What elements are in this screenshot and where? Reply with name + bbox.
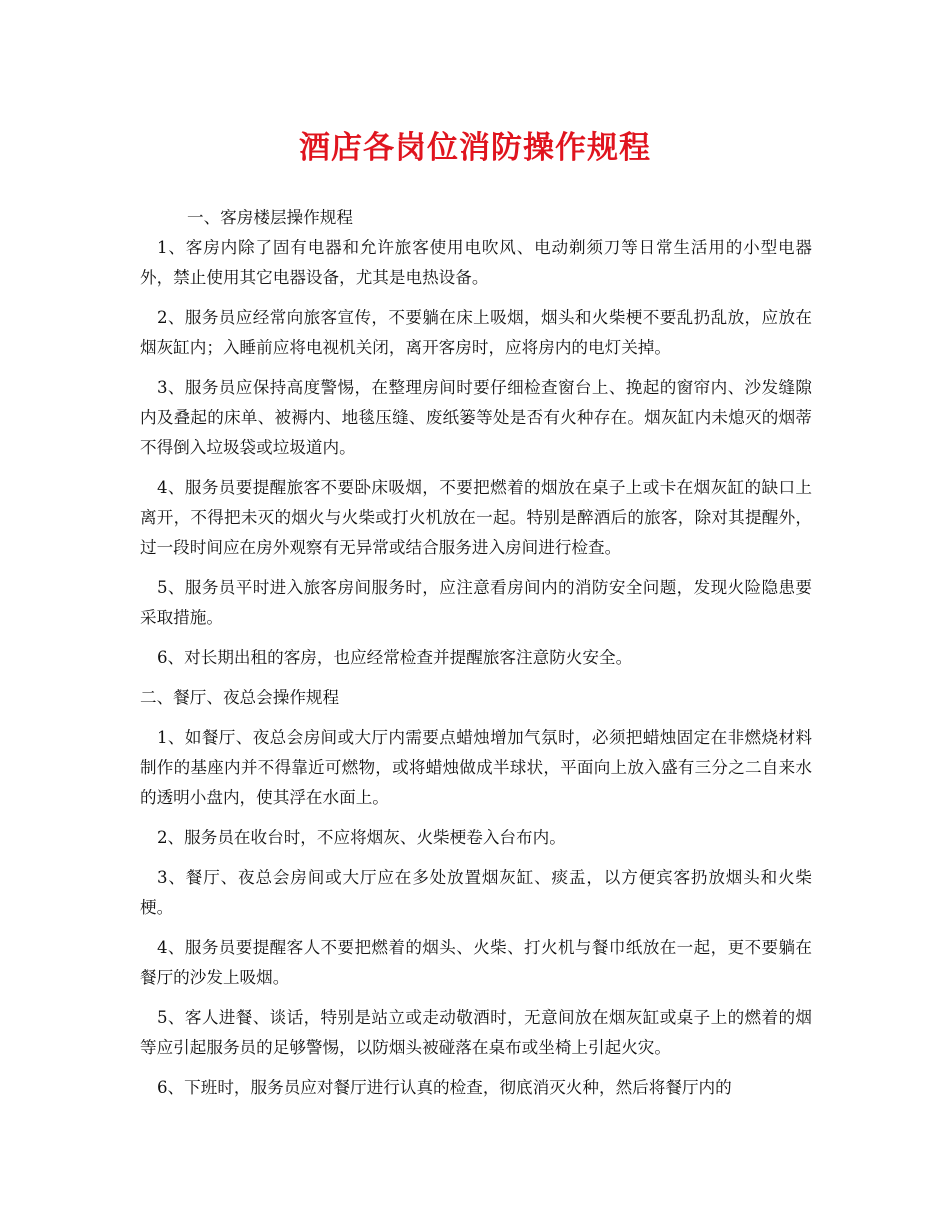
paragraph: 4、服务员要提醒旅客不要卧床吸烟，不要把燃着的烟放在桌子上或卡在烟灰缸的缺口上离开，不得把未灭的烟火与火柴或打火机放在一起。特别是醉酒后的旅客，除对其提醒外，过一段时间应在房外观察有无异常或结合服务进入房间进行检查。 — [140, 478, 812, 557]
document-title: 酒店各岗位消防操作规程 — [299, 130, 651, 166]
paragraph: 6、对长期出租的客房，也应经常检查并提醒旅客注意防火安全。 — [157, 648, 633, 667]
paragraph: 5、服务员平时进入旅客房间服务时，应注意看房间内的消防安全问题，发现火险隐患要采取措施。 — [140, 578, 812, 627]
paragraph: 5、客人进餐、谈话，特别是站立或走动敬酒时，无意间放在烟灰缸或桌子上的燃着的烟等应引起服务员的足够警惕，以防烟头被碰落在桌布或坐椅上引起火灾。 — [140, 1008, 812, 1057]
section-heading: 一、客房楼层操作规程 — [187, 208, 353, 227]
paragraph: 2、服务员在收台时，不应将烟灰、火柴梗卷入台布内。 — [157, 828, 566, 847]
paragraph: 3、服务员应保持高度警惕，在整理房间时要仔细检查窗台上、挽起的窗帘内、沙发缝隙内及叠起的床单、被褥内、地毯压缝、废纸篓等处是否有火种存在。烟灰缸内未熄灭的烟蒂不得倒入垃圾袋或垃圾道内。 — [140, 378, 812, 457]
paragraph: 1、如餐厅、夜总会房间或大厅内需要点蜡烛增加气氛时，必须把蜡烛固定在非燃烧材料制作的基座内并不得靠近可燃物，或将蜡烛做成半球状，平面向上放入盛有三分之二自来水的透明小盘内，使其浮在水面上。 — [140, 728, 812, 807]
paragraph: 6、下班时，服务员应对餐厅进行认真的检查，彻底消灭火种，然后将餐厅内的 — [157, 1078, 732, 1097]
document-body — [140, 203, 812, 1103]
section-heading: 二、餐厅、夜总会操作规程 — [140, 688, 340, 707]
paragraph: 3、餐厅、夜总会房间或大厅应在多处放置烟灰缸、痰盂，以方便宾客扔放烟头和火柴梗。 — [140, 868, 812, 917]
paragraph: 1、客房内除了固有电器和允许旅客使用电吹风、电动剃须刀等日常生活用的小型电器外，禁止使用其它电器设备，尤其是电热设备。 — [140, 238, 812, 287]
paragraph: 2、服务员应经常向旅客宣传，不要躺在床上吸烟，烟头和火柴梗不要乱扔乱放，应放在烟灰缸内；入睡前应将电视机关闭，离开客房时，应将房内的电灯关掉。 — [140, 308, 812, 357]
paragraph: 4、服务员要提醒客人不要把燃着的烟头、火柴、打火机与餐巾纸放在一起，更不要躺在餐厅的沙发上吸烟。 — [140, 938, 812, 987]
